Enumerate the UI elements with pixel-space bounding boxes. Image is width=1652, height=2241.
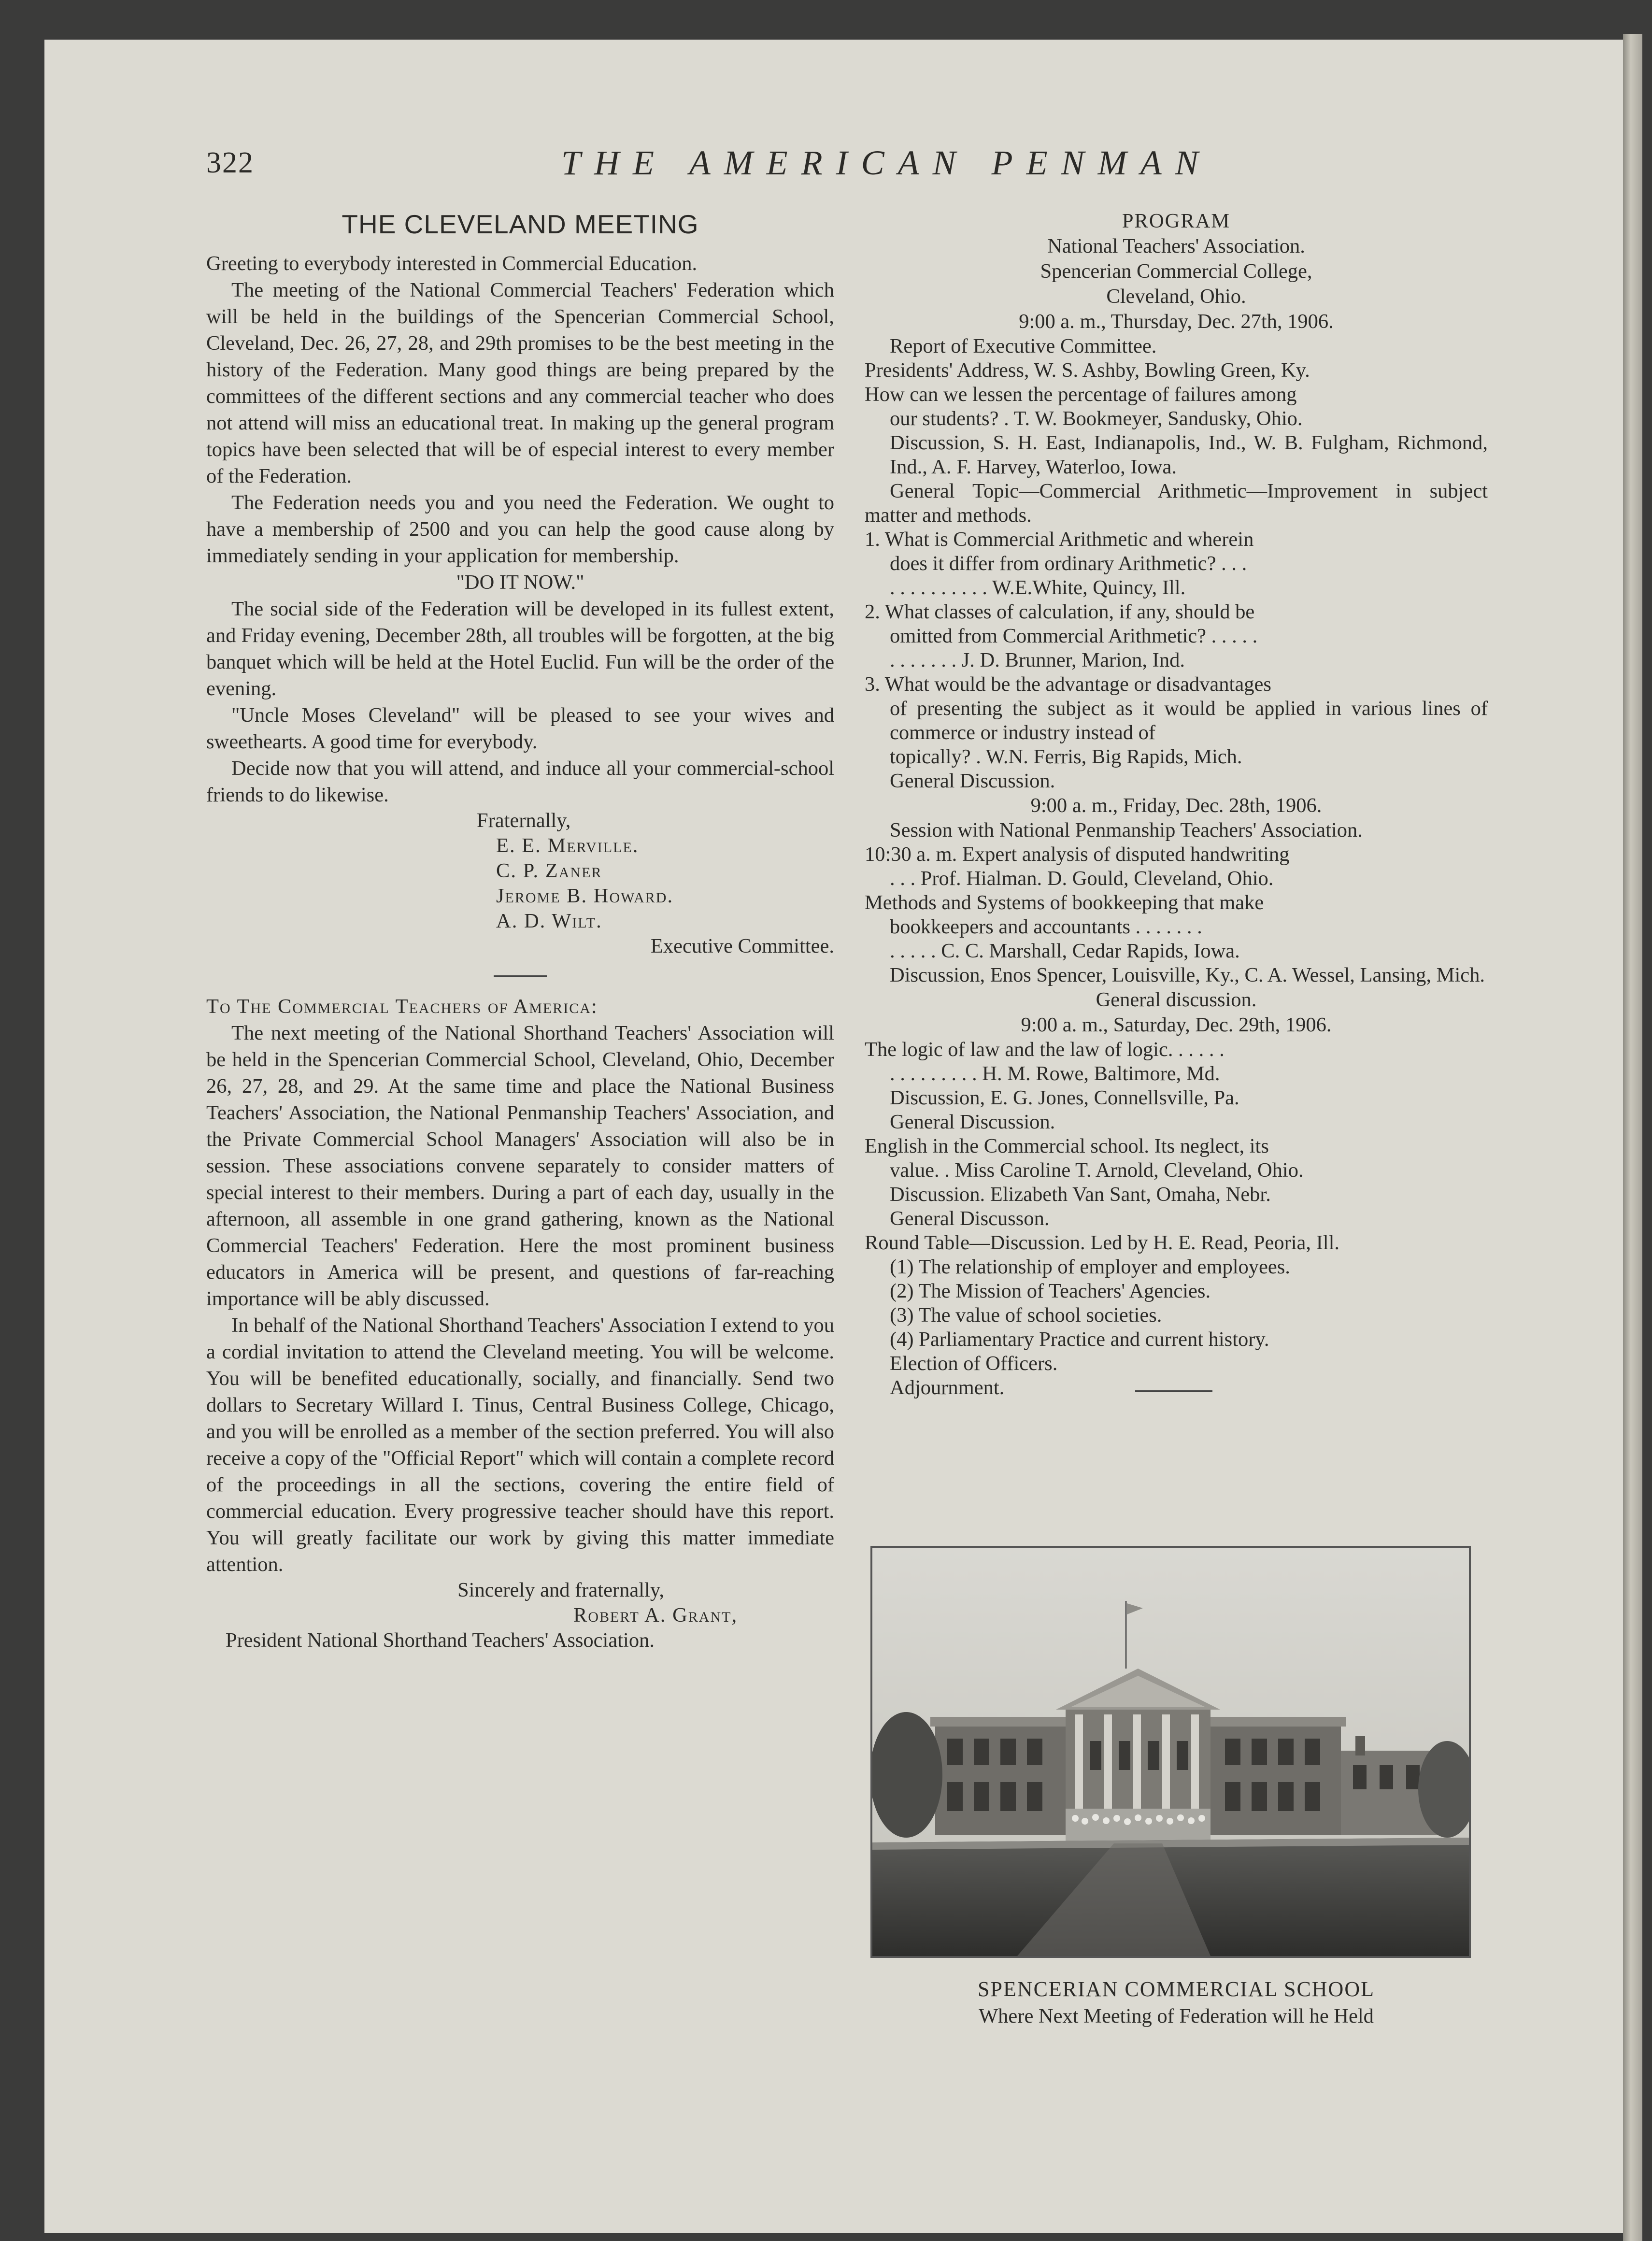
program-org: National Teachers' Association. [1047, 235, 1305, 257]
page-edge [1623, 34, 1642, 2241]
signer-name: A. D. Wilt. [496, 910, 602, 932]
letter-salutation: To The Commercial Teachers of America: [206, 995, 598, 1018]
left-column [206, 209, 834, 1653]
program-line: value. . Miss Caroline T. Arnold, Cleveland, Ohio. [890, 1159, 1304, 1182]
program-city: Cleveland, Ohio. [1106, 285, 1246, 308]
program-line: General Topic—Commercial Arithmetic—Improvement in subject matter and methods. [865, 480, 1488, 527]
section-divider [1135, 1390, 1212, 1392]
article-paragraph: "Uncle Moses Cleveland" will be pleased to see your wives and sweethearts. A good time for everybody. [206, 704, 834, 753]
program-line: . . . . . C. C. Marshall, Cedar Rapids, Iowa. [890, 940, 1240, 962]
page-header [206, 139, 1486, 197]
program-line: Session with National Penmanship Teachers' Association. [890, 819, 1363, 842]
program-line: Discussion, S. H. East, Indianapolis, Ind., W. B. Fulgham, Richmond, Ind., A. F. Harvey, Waterloo, Iowa. [890, 431, 1488, 478]
article-slogan: "DO IT NOW." [456, 571, 584, 594]
caption-title: SPENCERIAN COMMERCIAL SCHOOL [977, 1977, 1375, 2001]
article-title: THE CLEVELAND MEETING [342, 209, 699, 239]
program-line: . . . . . . . . . . W.E.White, Quincy, Ill. [890, 576, 1186, 599]
photo-caption [865, 1976, 1488, 2030]
program-line: omitted from Commercial Arithmetic? . . . . . [890, 625, 1258, 647]
page-number: 322 [206, 146, 254, 179]
article-closing: Fraternally, [477, 809, 571, 832]
program-line: Methods and Systems of bookkeeping that make [865, 891, 1264, 914]
program-line: Report of Executive Committee. [890, 335, 1157, 357]
program-line: The logic of law and the law of logic. . . . . . [865, 1038, 1225, 1061]
round-table-item: (4) Parliamentary Practice and current history. [890, 1328, 1269, 1351]
signer-name: C. P. Zaner [496, 859, 602, 882]
program-school: Spencerian Commercial College, [1040, 260, 1312, 283]
signer-list [206, 833, 834, 934]
letter-paragraph: The next meeting of the National Shorthand Teachers' Association will be held in the Spencerian Commercial School, Cleveland, Ohio, December 26, 27, 28, and 29. At the same time and place the National Business Teachers' Association, the National Penmanship Teachers' Association, and the Private Commercial School Managers' Association will also be in session. These associations convene separately to consider matters of special interest to their members. During a part of each day, usually in the afternoon, all assemble in one grand gathering, known as the National Commercial Teachers' Federation. Here the most prominent business educators in America will be present, and questions of far-reaching importance will be ably discussed. [206, 1022, 834, 1310]
program-line: General Discussion. [890, 770, 1055, 792]
program-line: . . . . . . . J. D. Brunner, Marion, Ind. [890, 649, 1185, 671]
school-photograph [870, 1546, 1471, 1958]
round-table-item: (1) The relationship of employer and employees. [890, 1256, 1290, 1278]
article-paragraph: The meeting of the National Commercial Teachers' Federation which will be held in the buildings of the Spencerian Commercial School, Cleveland, Dec. 26, 27, 28, and 29th promises to be the best meeting in the history of the Federation. Many good things are being prepared by the committees of the different sections and any commercial teacher who does not attend will miss an educational treat. In making up the general program topics have been selected that will be of especial interest to every member of the Federation. [206, 279, 834, 487]
letter-signer: Robert A. Grant, [573, 1604, 738, 1627]
running-title: THE AMERICAN PENMAN [561, 143, 1212, 182]
program-day: 9:00 a. m., Saturday, Dec. 29th, 1906. [1021, 1013, 1332, 1036]
program-question: 1. What is Commercial Arithmetic and wherein [865, 528, 1254, 551]
program-line: topically? . W.N. Ferris, Big Rapids, Mich. [890, 745, 1242, 768]
caption-subtitle: Where Next Meeting of Federation will he Held [979, 2005, 1374, 2027]
right-column [865, 209, 1488, 1399]
article-paragraph: The social side of the Federation will be developed in its fullest extent, and Friday evening, December 28th, all troubles will be forgotten, at the big banquet which will be held at the Hotel Euclid. Fun will be the order of the evening. [206, 598, 834, 700]
letter-signer-title: President National Shorthand Teachers' Association. [226, 1629, 655, 1652]
letter-paragraph: In behalf of the National Shorthand Teachers' Association I extend to you a cordial invitation to attend the Cleveland meeting. You will be welcome. You will be benefited educationally, socially, and financially. Send two dollars to Secretary Willard I. Tinus, Central Business College, Chicago, and you will be enrolled as a member of the section preferred. You will also receive a copy of the "Official Report" which will contain a complete record of the proceedings in all the sections, covering the entire field of commercial education. Every progressive teacher should have this report. You will greatly facilitate our work by giving this matter immediate attention. [206, 1314, 834, 1576]
program-question: 3. What would be the advantage or disadvantages [865, 673, 1271, 696]
program-day: 9:00 a. m., Thursday, Dec. 27th, 1906. [1019, 310, 1334, 333]
article-paragraph: Decide now that you will attend, and induce all your commercial-school friends to do likewise. [206, 757, 834, 806]
signer-name: Jerome B. Howard. [496, 885, 674, 907]
program-line: Discussion. Elizabeth Van Sant, Omaha, Nebr. [890, 1183, 1271, 1206]
program-line: English in the Commercial school. Its neglect, its [865, 1135, 1269, 1157]
article-paragraph: Greeting to everybody interested in Commercial Education. [206, 252, 698, 275]
program-line: of presenting the subject as it would be applied in various lines of commerce or industry instead of [890, 697, 1488, 744]
program-line: Presidents' Address, W. S. Ashby, Bowling Green, Ky. [865, 359, 1310, 382]
round-table-item: (2) The Mission of Teachers' Agencies. [890, 1280, 1211, 1302]
program-day: 9:00 a. m., Friday, Dec. 28th, 1906. [1030, 794, 1322, 817]
program-line: General Discussion. [890, 1111, 1055, 1133]
program-heading: PROGRAM [1122, 210, 1231, 232]
program-line: 10:30 a. m. Expert analysis of disputed handwriting [865, 843, 1290, 866]
program-line: Round Table—Discussion. Led by H. E. Read, Peoria, Ill. [865, 1231, 1340, 1254]
program-line: General Discusson. [890, 1207, 1050, 1230]
section-divider [494, 975, 547, 977]
program-line: General discussion. [1096, 988, 1257, 1011]
program-line: does it differ from ordinary Arithmetic? . . . [890, 552, 1247, 575]
program-line: Discussion, E. G. Jones, Connellsville, Pa. [890, 1086, 1239, 1109]
program-line: . . . . . . . . . H. M. Rowe, Baltimore, Md. [890, 1062, 1220, 1085]
signer-name: E. E. Merville. [496, 834, 639, 857]
program-line: Election of Officers. [890, 1352, 1058, 1375]
article-paragraph: The Federation needs you and you need the Federation. We ought to have a membership of 2500 and you can help the good cause along by immediately sending in your application for membership. [206, 491, 834, 567]
program-line: Adjournment. [890, 1376, 1005, 1399]
program-line: our students? . T. W. Bookmeyer, Sandusky, Ohio. [890, 407, 1303, 430]
program-line: . . . Prof. Hialman. D. Gould, Cleveland, Ohio. [890, 867, 1274, 890]
round-table-item: (3) The value of school societies. [890, 1304, 1162, 1327]
program-line: bookkeepers and accountants . . . . . . . [890, 915, 1202, 938]
program-line: Discussion, Enos Spencer, Louisville, Ky., C. A. Wessel, Lansing, Mich. [890, 964, 1485, 986]
school-building-illustration [872, 1548, 1469, 1956]
program-question: 2. What classes of calculation, if any, should be [865, 600, 1255, 623]
committee-label: Executive Committee. [650, 935, 834, 957]
letter-closing: Sincerely and fraternally, [457, 1579, 664, 1601]
program-line: How can we lessen the percentage of failures among [865, 383, 1297, 406]
